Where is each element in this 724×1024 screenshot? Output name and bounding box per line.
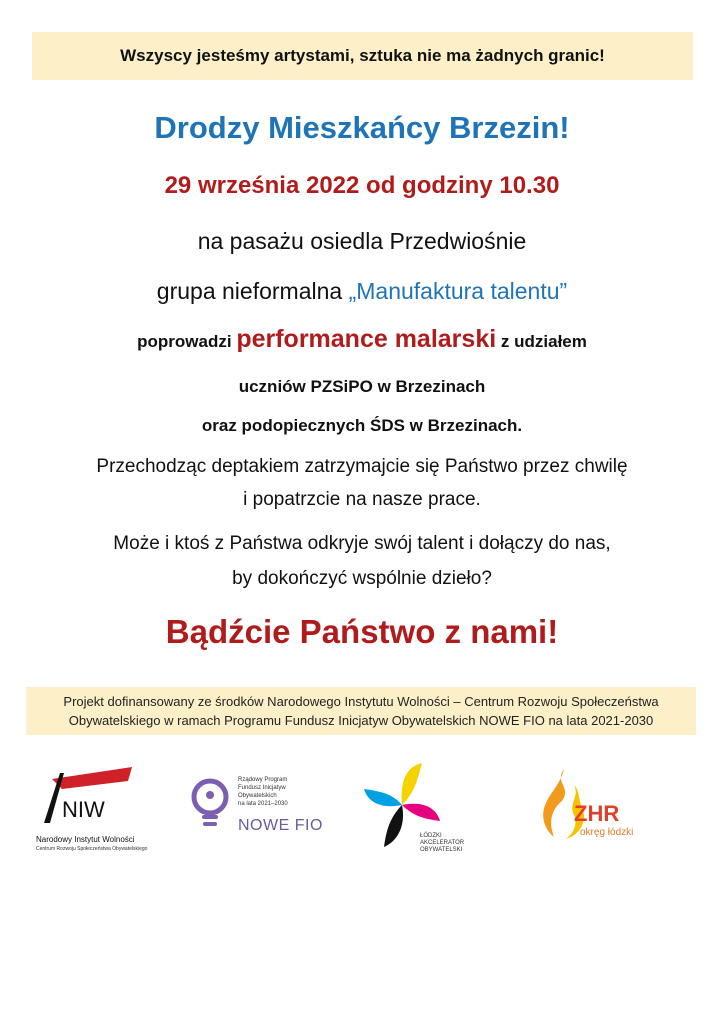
- fio-line-3: Obywatelskich: [238, 793, 277, 799]
- funding-line-2: Obywatelskiego w ramach Programu Fundusz Inicjatyw Obywatelskich NOWE FIO na lata 2021-2030: [68, 713, 654, 728]
- fio-name: NOWE FIO: [238, 817, 323, 834]
- invite-line-1: Przechodząc deptakiem zatrzymajcie się Państwo przez chwilę: [96, 456, 628, 477]
- niw-logo: [34, 765, 184, 855]
- nowe-fio-logo: [190, 773, 330, 853]
- zhr-logo: [530, 765, 640, 855]
- niw-subtitle: Centrum Rozwoju Społeczeństwa Obywatelskiego: [36, 846, 148, 852]
- fio-line-4: na lata 2021–2030: [238, 801, 288, 807]
- students-line: uczniów PZSiPO w Brzezinach: [238, 377, 486, 396]
- group-line: [0, 278, 724, 305]
- group-prefix: grupa nieformalna: [156, 278, 349, 304]
- invite-line-2: i popatrzcie na nasze prace.: [243, 489, 481, 510]
- niw-mark-text: NIW: [62, 797, 105, 822]
- sponsor-logos: [0, 755, 724, 855]
- perf-suffix: z udziałem: [496, 332, 587, 351]
- lao-line-2: AKCELERATOR: [420, 840, 465, 846]
- motto-text: Wszyscy jesteśmy artystami, sztuka nie ma żadnych granic!: [120, 46, 605, 65]
- zhr-name: ZHR: [574, 801, 620, 826]
- invite-line-3: Może i ktoś z Państwa odkryje swój talent i dołączy do nas,: [113, 533, 611, 554]
- lao-logo: [362, 761, 482, 857]
- event-place: na pasażu osiedla Przedwiośnie: [197, 228, 527, 254]
- niw-name: Narodowy Instytut Wolności: [36, 835, 135, 844]
- lao-line-1: ŁÓDZKI: [420, 833, 442, 839]
- event-date: 29 września 2022 od godziny 10.30: [164, 172, 560, 199]
- group-name: „Manufaktura talentu”: [348, 278, 568, 304]
- funding-line-1: Projekt dofinansowany ze środków Narodowego Instytutu Wolności – Centrum Rozwoju Społeczeństwa: [63, 694, 659, 709]
- zhr-subtitle: okręg łódzki: [580, 827, 634, 838]
- sds-line: oraz podopiecznych ŚDS w Brzezinach.: [201, 416, 523, 435]
- perf-highlight: performance malarski: [236, 325, 497, 353]
- motto-banner: [32, 32, 693, 80]
- perf-prefix: poprowadzi: [137, 332, 237, 351]
- fio-line-2: Fundusz Inicjatyw: [238, 785, 286, 791]
- invite-line-4: by dokończyć wspólnie dzieło?: [232, 568, 492, 589]
- lao-line-3: OBYWATELSKI: [420, 847, 463, 853]
- call-to-action: Bądźcie Państwo z nami!: [165, 613, 559, 650]
- performance-line: [0, 325, 724, 354]
- fio-line-1: Rządowy Program: [238, 777, 288, 783]
- niw-mark-icon: [34, 765, 144, 831]
- greeting-heading: Drodzy Mieszkańcy Brzezin!: [154, 110, 570, 145]
- lightbulb-icon: [190, 777, 234, 831]
- funding-banner: [26, 687, 696, 735]
